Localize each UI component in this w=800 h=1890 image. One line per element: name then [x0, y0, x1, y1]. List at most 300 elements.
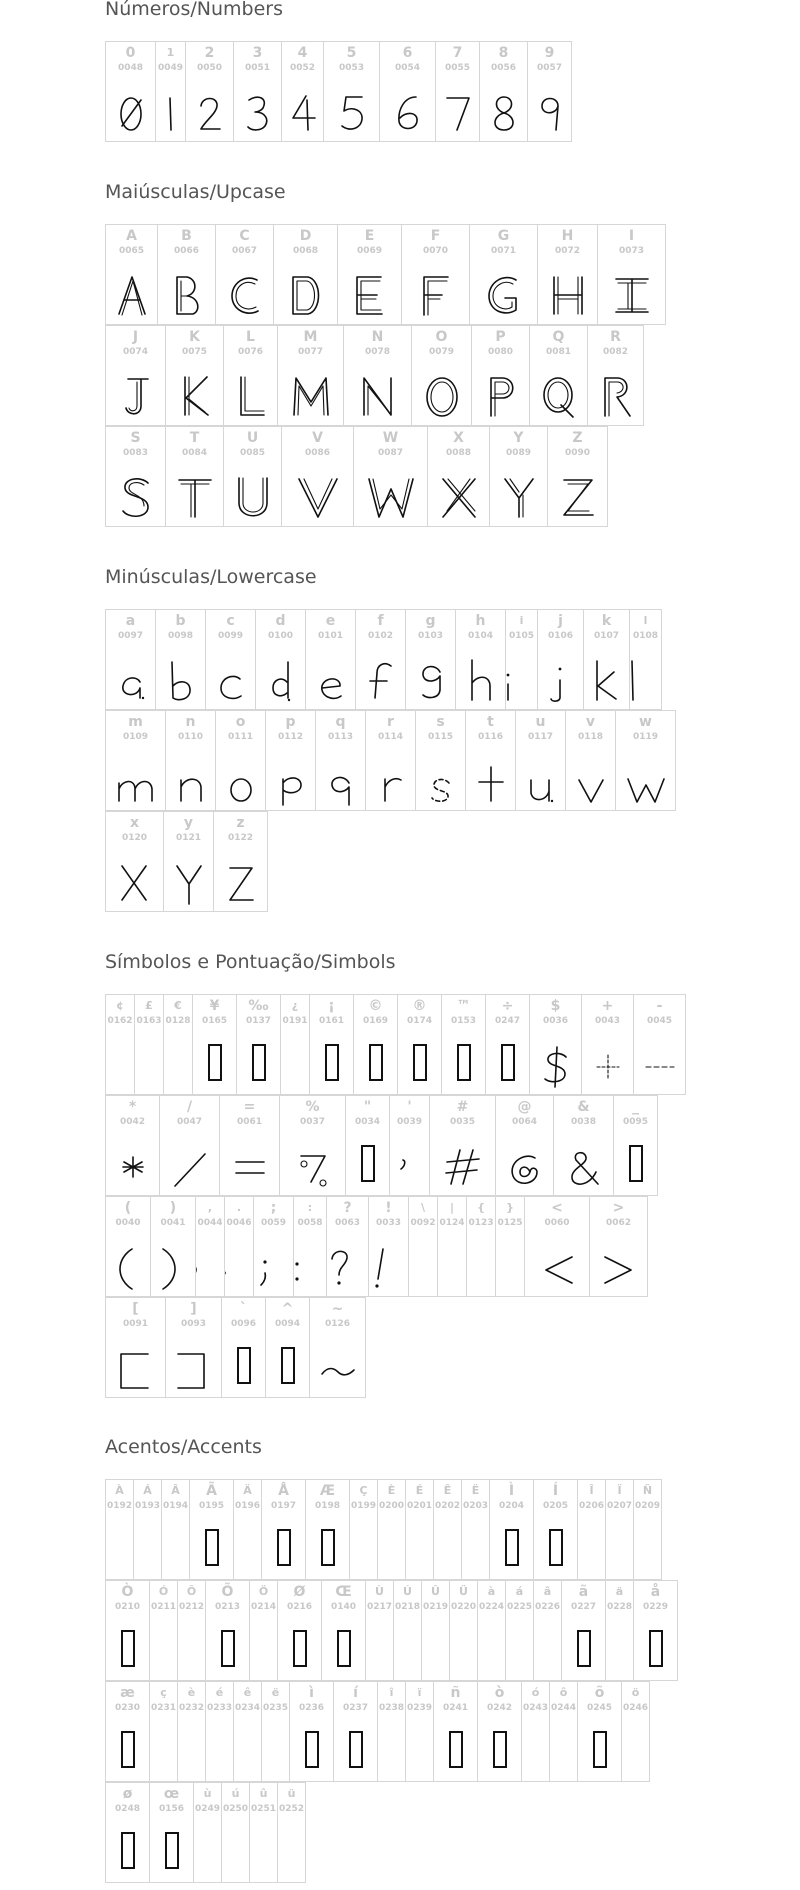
glyph-drawing	[293, 1243, 327, 1291]
glyph-char: È	[387, 1484, 396, 1497]
glyph-cell	[377, 1681, 406, 1782]
glyph-code: 0057	[536, 63, 563, 73]
glyph-char: ã	[578, 1584, 589, 1600]
glyph-cell	[165, 710, 216, 811]
glyph-sample	[622, 1728, 649, 1776]
glyph-code: 0214	[250, 1602, 277, 1612]
glyph-char: -	[656, 998, 663, 1014]
glyph-code: 0163	[136, 1016, 162, 1026]
glyph-sample	[156, 656, 205, 704]
glyph-code: 0191	[282, 1016, 308, 1026]
glyph-drawing	[361, 473, 421, 521]
glyph-char: P	[495, 329, 506, 345]
glyph-sample	[530, 1041, 581, 1089]
glyph-char: û	[259, 1787, 268, 1800]
glyph-char: Á	[143, 1484, 152, 1497]
glyph-code: 0244	[550, 1703, 577, 1713]
glyph-char: ¡	[328, 998, 335, 1014]
glyph-char: ç	[160, 1686, 167, 1699]
glyph-char: J	[132, 329, 139, 345]
glyph-code: 0252	[278, 1804, 305, 1814]
glyph-code: 0071	[490, 246, 517, 256]
glyph-cell	[405, 1479, 434, 1580]
glyph-cell	[223, 325, 278, 426]
glyph-sample	[316, 757, 365, 805]
glyph-cell	[261, 1681, 290, 1782]
glyph-cell	[479, 41, 528, 142]
glyph-cell	[315, 710, 366, 811]
glyph-sample	[234, 1728, 261, 1776]
glyph-char: á	[515, 1585, 524, 1598]
missing-glyph-box	[237, 1347, 251, 1384]
glyph-char: Ñ	[642, 1484, 653, 1497]
glyph-code: 0061	[236, 1117, 263, 1127]
glyph-char: ì	[309, 1685, 314, 1701]
glyph-sample	[237, 1041, 280, 1089]
glyph-code: 0118	[577, 732, 604, 742]
glyph-drawing	[253, 1243, 294, 1291]
glyph-code: 0220	[450, 1602, 477, 1612]
glyph-char: Î	[589, 1484, 594, 1497]
glyph-sample	[310, 1041, 353, 1089]
glyph-char: ö	[631, 1686, 640, 1699]
glyph-sample	[506, 1627, 533, 1675]
glyph-sample	[470, 271, 537, 319]
glyph-drawing	[165, 1344, 222, 1392]
glyph-drawing	[106, 473, 166, 521]
glyph-drawing	[105, 271, 158, 319]
glyph-drawing	[412, 372, 472, 420]
glyph-code: 0080	[487, 347, 514, 357]
glyph-cell	[105, 1782, 150, 1883]
glyph-sample	[106, 1526, 133, 1574]
glyph-char: ü	[287, 1787, 296, 1800]
glyph-cell	[353, 994, 398, 1095]
glyph-char: 3	[252, 45, 263, 61]
glyph-sample	[250, 1627, 277, 1675]
glyph-code: 0077	[297, 347, 324, 357]
glyph-cell	[389, 1095, 430, 1196]
glyph-sample	[354, 473, 427, 521]
glyph-drawing	[105, 88, 156, 136]
glyph-drawing	[281, 88, 324, 136]
glyph-sample	[280, 1142, 345, 1190]
glyph-code: 0140	[330, 1602, 357, 1612]
glyph-code: 0093	[180, 1319, 207, 1329]
glyph-drawing	[165, 757, 216, 805]
glyph-drawing	[205, 656, 256, 704]
missing-glyph-box	[593, 1731, 607, 1768]
glyph-sample	[106, 858, 163, 906]
glyph-code: 0109	[122, 732, 149, 742]
glyph-char: X	[453, 430, 464, 446]
glyph-code: 0045	[646, 1016, 673, 1026]
glyph-cell	[421, 1580, 450, 1681]
glyph-code: 0246	[622, 1703, 649, 1713]
glyph-char: I	[628, 228, 635, 244]
glyph-char: ©	[368, 998, 383, 1014]
glyph-code: 0110	[177, 732, 204, 742]
glyph-drawing	[223, 372, 278, 420]
glyph-sample	[106, 656, 155, 704]
missing-glyph-box	[325, 1044, 339, 1081]
glyph-char: 7	[452, 45, 463, 61]
glyph-drawing	[185, 88, 234, 136]
glyph-sample	[369, 1243, 408, 1291]
glyph-sample	[193, 1041, 236, 1089]
glyph-char: ú	[231, 1787, 240, 1800]
glyph-char: Œ	[335, 1584, 352, 1600]
section-title-lowercase: Minúsculas/Lowercase	[105, 566, 317, 588]
glyph-char: \	[420, 1201, 426, 1214]
glyph-code: 0125	[497, 1218, 523, 1228]
glyph-cell	[411, 325, 472, 426]
glyph-cell	[549, 1681, 578, 1782]
glyph-cell	[163, 811, 214, 912]
glyph-cell	[495, 1196, 525, 1297]
missing-glyph-box	[252, 1044, 266, 1081]
glyph-char: ó	[531, 1686, 540, 1699]
glyph-char: Ø	[293, 1584, 306, 1600]
glyph-cell	[105, 1095, 160, 1196]
glyph-code: 0091	[122, 1319, 149, 1329]
glyph-drawing	[554, 1142, 614, 1190]
glyph-sample	[516, 757, 565, 805]
glyph-sample	[290, 1728, 333, 1776]
glyph-cell	[105, 710, 166, 811]
glyph-char: K	[189, 329, 200, 345]
glyph-cell	[621, 1681, 650, 1782]
glyph-char: Ï	[617, 1484, 622, 1497]
glyph-sample	[478, 1728, 521, 1776]
glyph-code: 0092	[410, 1218, 436, 1228]
glyph-sample	[166, 757, 215, 805]
glyph-cell	[165, 325, 224, 426]
glyph-sample	[496, 1243, 524, 1291]
glyph-sample	[566, 757, 615, 805]
glyph-char: É	[415, 1484, 424, 1497]
glyph-sample	[106, 1344, 165, 1392]
glyph-sample	[164, 1041, 192, 1089]
glyph-sample	[538, 271, 597, 319]
glyph-sample	[634, 1526, 661, 1574]
glyph-cell	[565, 710, 616, 811]
glyph-char: 5	[346, 45, 357, 61]
glyph-drawing	[589, 1243, 648, 1291]
glyph-char: _	[632, 1099, 639, 1115]
glyph-cell	[577, 1681, 622, 1782]
glyph-cell	[224, 1196, 254, 1297]
glyph-char: œ	[163, 1786, 180, 1802]
glyph-cell	[105, 1297, 166, 1398]
glyph-cell	[521, 1681, 550, 1782]
glyph-code: 0245	[586, 1703, 613, 1713]
glyph-cell	[105, 325, 166, 426]
glyph-char: M	[303, 329, 318, 345]
glyph-cell	[205, 1580, 250, 1681]
glyph-cell	[377, 1479, 406, 1580]
missing-glyph-box	[305, 1731, 319, 1768]
glyph-code: 0097	[117, 631, 144, 641]
glyph-sample	[214, 858, 267, 906]
glyph-code: 0060	[544, 1218, 570, 1228]
glyph-cell	[437, 1196, 467, 1297]
glyph-code: 0086	[304, 448, 331, 458]
glyph-char: €	[174, 999, 182, 1012]
glyph-code: 0117	[527, 732, 554, 742]
missing-glyph-box	[205, 1529, 219, 1566]
section-title-numbers: Números/Numbers	[105, 0, 283, 20]
glyph-drawing	[489, 473, 548, 521]
glyph-code: 0209	[634, 1501, 661, 1511]
glyph-cell	[105, 1479, 134, 1580]
glyph-drawing	[379, 88, 436, 136]
glyph-char: 9	[544, 45, 555, 61]
glyph-cell	[489, 1479, 534, 1580]
glyph-cell	[441, 994, 486, 1095]
glyph-char: Å	[278, 1483, 289, 1499]
glyph-cell	[333, 1681, 378, 1782]
glyph-sample	[467, 1243, 495, 1291]
glyph-sample	[428, 473, 489, 521]
glyph-char: C	[239, 228, 250, 244]
glyph-char: ù	[203, 1787, 212, 1800]
glyph-cell	[293, 1196, 327, 1297]
glyph-cell	[105, 1196, 151, 1297]
glyph-char: w	[639, 714, 652, 730]
glyph-code: 0228	[606, 1602, 633, 1612]
glyph-code: 0211	[150, 1602, 177, 1612]
glyph-sample	[190, 1526, 233, 1574]
glyph-code: 0042	[119, 1117, 146, 1127]
glyph-cell	[365, 710, 416, 811]
glyph-char: Ù	[375, 1585, 384, 1598]
glyph-sample	[225, 1243, 253, 1291]
glyph-code: 0107	[593, 631, 620, 641]
glyph-sample	[254, 1243, 293, 1291]
glyph-char: }	[506, 1201, 514, 1214]
glyph-code: 0106	[547, 631, 574, 641]
glyph-code: 0074	[122, 347, 149, 357]
glyph-char: Ö	[258, 1585, 269, 1598]
glyph-drawing	[215, 757, 266, 805]
glyph-drawing	[220, 1142, 280, 1190]
glyph-sample	[430, 1142, 495, 1190]
glyph-sample	[548, 473, 607, 521]
glyph-cell	[134, 994, 164, 1095]
glyph-sample	[306, 656, 355, 704]
glyph-char: *	[128, 1099, 137, 1115]
glyph-sample	[262, 1728, 289, 1776]
glyph-code: 0116	[477, 732, 504, 742]
glyph-sample	[338, 271, 401, 319]
glyph-cell	[405, 1681, 434, 1782]
glyph-char: ï	[417, 1686, 422, 1699]
glyph-code: 0079	[428, 347, 455, 357]
missing-glyph-box	[369, 1044, 383, 1081]
glyph-char: ?	[343, 1200, 352, 1216]
glyph-char: î	[389, 1686, 394, 1699]
glyph-char: {	[477, 1201, 485, 1214]
glyph-cell	[233, 1681, 262, 1782]
glyph-code: 0194	[162, 1501, 189, 1511]
glyph-sample	[606, 1627, 633, 1675]
glyph-code: 0241	[442, 1703, 469, 1713]
glyph-char: H	[561, 228, 574, 244]
glyph-cell	[155, 609, 206, 710]
glyph-char: 0	[125, 45, 136, 61]
glyph-code: 0233	[206, 1703, 233, 1713]
glyph-code: 0137	[245, 1016, 272, 1026]
glyph-code: 0248	[114, 1804, 141, 1814]
glyph-cell	[633, 1580, 678, 1681]
glyph-char: Ò	[121, 1584, 134, 1600]
glyph-drawing	[471, 372, 530, 420]
glyph-drawing	[429, 473, 489, 521]
glyph-cell	[583, 609, 630, 710]
glyph-sample	[584, 656, 629, 704]
glyph-sample	[606, 1526, 633, 1574]
glyph-drawing	[548, 473, 608, 521]
glyph-code: 0072	[554, 246, 581, 256]
glyph-char: 2	[204, 45, 215, 61]
glyph-cell	[163, 994, 193, 1095]
glyph-code: 0081	[545, 347, 572, 357]
glyph-row-lowercase-1	[105, 609, 662, 709]
glyph-char: Ú	[403, 1585, 412, 1598]
glyph-code: 0094	[274, 1319, 301, 1329]
glyph-drawing	[106, 757, 166, 805]
missing-glyph-box	[457, 1044, 471, 1081]
glyph-cell	[233, 41, 282, 142]
glyph-char: b	[175, 613, 186, 629]
glyph-drawing	[165, 372, 224, 420]
glyph-code: 0108	[632, 631, 659, 641]
glyph-code: 0236	[298, 1703, 325, 1713]
glyph-code: 0122	[227, 833, 254, 843]
missing-glyph-box	[361, 1145, 375, 1182]
missing-glyph-box	[277, 1529, 291, 1566]
glyph-cell	[505, 1580, 534, 1681]
glyph-sample	[151, 1243, 195, 1291]
glyph-cell	[427, 426, 490, 527]
glyph-code: 0206	[578, 1501, 605, 1511]
glyph-code: 0073	[618, 246, 645, 256]
glyph-sample	[486, 1041, 529, 1089]
glyph-cell	[415, 710, 466, 811]
glyph-code: 0115	[427, 732, 454, 742]
glyph-code: 0083	[122, 448, 149, 458]
glyph-code: 0226	[534, 1602, 561, 1612]
glyph-sample	[354, 1041, 397, 1089]
glyph-code: 0230	[114, 1703, 141, 1713]
glyph-row-symbols-2	[105, 1095, 658, 1195]
glyph-cell	[185, 41, 234, 142]
glyph-sample	[106, 1142, 159, 1190]
glyph-drawing	[495, 1142, 554, 1190]
glyph-drawing	[255, 656, 306, 704]
glyph-drawing	[105, 656, 156, 704]
glyph-sample	[394, 1627, 421, 1675]
glyph-code: 0113	[327, 732, 354, 742]
glyph-code: 0103	[417, 631, 444, 641]
glyph-sample	[322, 1627, 365, 1675]
glyph-code: 0161	[318, 1016, 345, 1026]
glyph-row-lowercase-3	[105, 811, 268, 911]
glyph-char: s	[436, 714, 445, 730]
glyph-cell	[379, 41, 436, 142]
missing-glyph-box	[281, 1347, 295, 1384]
glyph-char: x	[129, 815, 140, 831]
glyph-code: 0201	[406, 1501, 433, 1511]
glyph-char: £	[145, 999, 153, 1012]
glyph-drawing	[315, 757, 366, 805]
glyph-code: 0112	[277, 732, 304, 742]
glyph-code: 0234	[234, 1703, 261, 1713]
glyph-char: õ	[594, 1685, 605, 1701]
glyph-code: 0064	[511, 1117, 538, 1127]
glyph-sample	[216, 271, 273, 319]
glyph-drawing	[455, 656, 506, 704]
glyph-code: 0243	[522, 1703, 549, 1713]
glyph-char: j	[558, 613, 563, 629]
glyph-char: &	[577, 1099, 590, 1115]
glyph-sample	[472, 372, 529, 420]
glyph-char: f	[377, 613, 384, 629]
glyph-char: Ê	[443, 1484, 452, 1497]
glyph-cell	[215, 710, 266, 811]
glyph-cell	[587, 325, 644, 426]
glyph-sample	[281, 1041, 309, 1089]
glyph-sample	[442, 1041, 485, 1089]
glyph-cell	[613, 1095, 658, 1196]
glyph-drawing	[326, 1243, 369, 1291]
glyph-drawing	[105, 858, 164, 906]
glyph-sample	[158, 271, 215, 319]
glyph-sample	[166, 1344, 221, 1392]
glyph-cell	[305, 609, 356, 710]
glyph-drawing	[105, 1243, 151, 1291]
glyph-char: u	[535, 714, 546, 730]
glyph-char: 1	[166, 46, 175, 59]
glyph-char: l	[643, 614, 648, 627]
glyph-cell	[105, 426, 166, 527]
glyph-code: 0165	[201, 1016, 228, 1026]
glyph-cell	[193, 1782, 222, 1883]
glyph-char: ê	[243, 1686, 252, 1699]
glyph-cell	[533, 1580, 562, 1681]
glyph-sample	[324, 88, 379, 136]
glyph-sample	[194, 1829, 221, 1877]
glyph-char: ¢	[116, 999, 124, 1012]
glyph-drawing	[616, 757, 676, 805]
glyph-cell	[205, 1681, 234, 1782]
glyph-drawing	[587, 372, 644, 420]
glyph-drawing	[323, 88, 380, 136]
glyph-cell	[561, 1580, 606, 1681]
glyph-code: 0202	[434, 1501, 461, 1511]
glyph-code: 0044	[197, 1218, 223, 1228]
glyph-char: ;	[270, 1200, 277, 1216]
glyph-char: 8	[498, 45, 509, 61]
glyph-sample	[434, 1728, 477, 1776]
glyph-drawing	[160, 1142, 220, 1190]
glyph-cell	[449, 1580, 478, 1681]
glyph-sample	[224, 372, 277, 420]
glyph-drawing	[309, 1344, 366, 1392]
glyph-sample	[162, 1526, 189, 1574]
glyph-cell	[365, 1580, 394, 1681]
